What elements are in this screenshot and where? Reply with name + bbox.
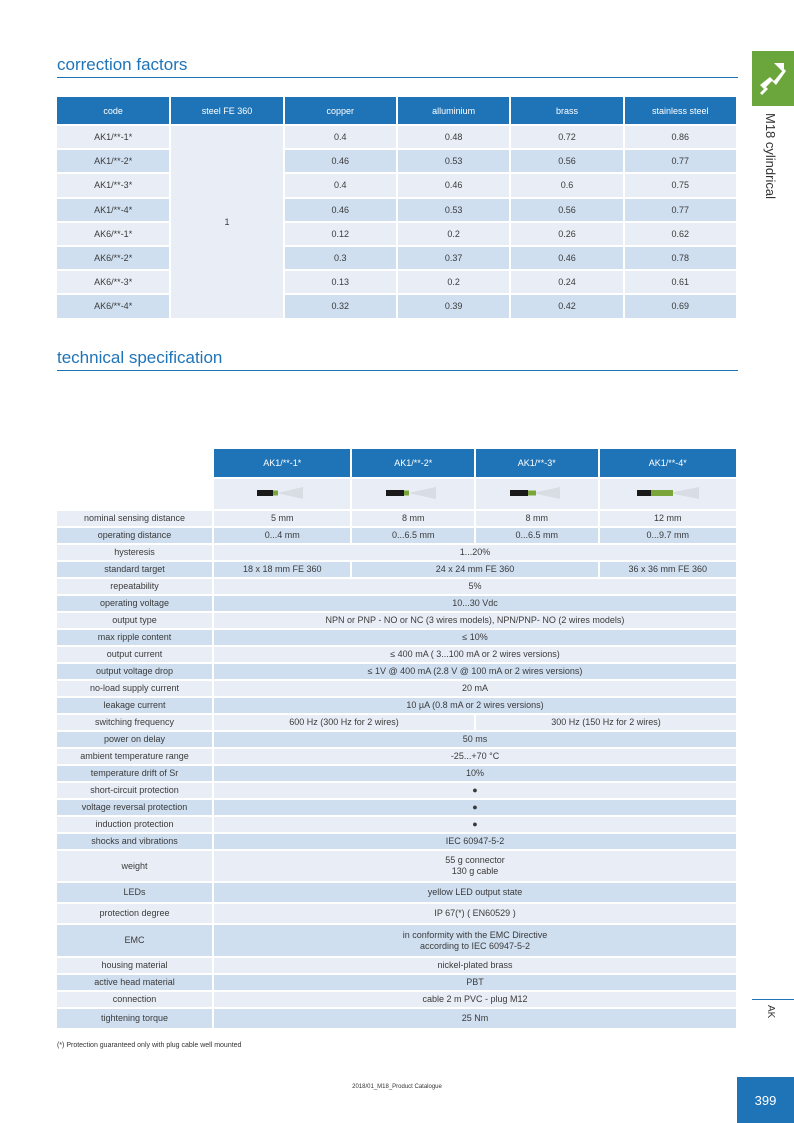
code-cell: AK6/**-2*	[57, 247, 169, 269]
col-header-stainless: stainless steel	[625, 97, 736, 124]
brass-cell: 0.46	[511, 247, 622, 269]
spec-label: output type	[57, 613, 212, 628]
copper-cell: 0.4	[285, 174, 396, 196]
sensor-image-row	[57, 479, 736, 509]
stainless-cell: 0.78	[625, 247, 736, 269]
col-header-copper: copper	[285, 97, 396, 124]
spec-row-frequency	[57, 715, 736, 730]
alluminium-cell: 0.53	[398, 199, 509, 221]
spec-label: hysteresis	[57, 545, 212, 560]
spec-value: ≤ 1V @ 400 mA (2.8 V @ 100 mA or 2 wires versions)	[214, 664, 736, 679]
spec-label: weight	[57, 851, 212, 881]
blank-header	[57, 449, 212, 477]
spec-row-hysteresis	[57, 545, 736, 560]
code-cell: AK1/**-3*	[57, 174, 169, 196]
sensor-image-cell	[476, 479, 598, 509]
spec-value: PBT	[214, 975, 736, 990]
model-header-2: AK1/**-2*	[352, 449, 474, 477]
category-logo	[752, 51, 794, 106]
model-header-4: AK1/**-4*	[600, 449, 736, 477]
stainless-cell: 0.69	[625, 295, 736, 317]
spec-row-repeatability	[57, 579, 736, 594]
spec-label: shocks and vibrations	[57, 834, 212, 849]
table-header-row	[57, 97, 736, 124]
stainless-cell: 0.86	[625, 126, 736, 148]
blank-label	[57, 479, 212, 509]
spec-row-nominal	[57, 511, 736, 526]
code-cell: AK6/**-3*	[57, 271, 169, 293]
spec-value: 5 mm	[214, 511, 350, 526]
brass-cell: 0.26	[511, 223, 622, 245]
stainless-cell: 0.61	[625, 271, 736, 293]
model-header-3: AK1/**-3*	[476, 449, 598, 477]
code-cell: AK1/**-4*	[57, 199, 169, 221]
footnote: (*) Protection guaranteed only with plug cable well mounted	[57, 1042, 242, 1049]
spec-row-induction	[57, 817, 736, 832]
spec-value: 20 mA	[214, 681, 736, 696]
spec-row-reversal	[57, 800, 736, 815]
spec-row-leds	[57, 883, 736, 902]
alluminium-cell: 0.39	[398, 295, 509, 317]
spec-value: 0...4 mm	[214, 528, 350, 543]
spec-value: ≤ 10%	[214, 630, 736, 645]
table-row	[57, 199, 736, 221]
brass-cell: 0.42	[511, 295, 622, 317]
copper-cell: 0.46	[285, 150, 396, 172]
brass-cell: 0.56	[511, 150, 622, 172]
weight-line: 55 g connector	[445, 855, 505, 865]
spec-value: 5%	[214, 579, 736, 594]
spec-value: 36 x 36 mm FE 360	[600, 562, 736, 577]
spec-value: nickel-plated brass	[214, 958, 736, 973]
side-section-label	[760, 113, 780, 223]
spec-label: temperature drift of Sr	[57, 766, 212, 781]
brass-cell: 0.24	[511, 271, 622, 293]
spec-label: max ripple content	[57, 630, 212, 645]
spec-label: standard target	[57, 562, 212, 577]
copper-cell: 0.32	[285, 295, 396, 317]
alluminium-cell: 0.2	[398, 271, 509, 293]
table-row	[57, 247, 736, 269]
code-cell: AK1/**-1*	[57, 126, 169, 148]
spec-label: EMC	[57, 925, 212, 956]
spec-value: 50 ms	[214, 732, 736, 747]
col-header-brass: brass	[511, 97, 622, 124]
side-tag	[764, 1005, 780, 1025]
model-header-1: AK1/**-1*	[214, 449, 350, 477]
brass-cell: 0.72	[511, 126, 622, 148]
spec-row-voltage-drop	[57, 664, 736, 679]
spec-row-short-circuit	[57, 783, 736, 798]
spec-label: operating distance	[57, 528, 212, 543]
spec-row-target	[57, 562, 736, 577]
spec-label: tightening torque	[57, 1009, 212, 1028]
sensor-beam-icon	[378, 486, 448, 500]
spec-row-housing	[57, 958, 736, 973]
spec-row-temperature	[57, 749, 736, 764]
spec-row-delay	[57, 732, 736, 747]
spec-value: 300 Hz (150 Hz for 2 wires)	[476, 715, 736, 730]
spec-label: operating voltage	[57, 596, 212, 611]
spec-row-noload	[57, 681, 736, 696]
spec-row-connection	[57, 992, 736, 1007]
spec-value	[214, 925, 736, 956]
bullet-icon: ●	[214, 800, 736, 815]
spec-header-row	[57, 449, 736, 477]
spec-label: voltage reversal protection	[57, 800, 212, 815]
code-cell: AK6/**-4*	[57, 295, 169, 317]
side-tag-text: AK	[765, 1005, 776, 1019]
spec-value: 0...6.5 mm	[352, 528, 474, 543]
spec-label: active head material	[57, 975, 212, 990]
spec-value: 8 mm	[352, 511, 474, 526]
spec-label: protection degree	[57, 904, 212, 923]
spec-row-voltage	[57, 596, 736, 611]
spec-value: yellow LED output state	[214, 883, 736, 902]
brass-cell: 0.6	[511, 174, 622, 196]
section-rule	[57, 77, 738, 78]
spec-label: nominal sensing distance	[57, 511, 212, 526]
spec-row-protection	[57, 904, 736, 923]
bullet-icon: ●	[214, 783, 736, 798]
sensor-brand-icon	[752, 51, 794, 106]
spec-row-head	[57, 975, 736, 990]
spec-value: 10 µA (0.8 mA or 2 wires versions)	[214, 698, 736, 713]
alluminium-cell: 0.53	[398, 150, 509, 172]
spec-row-leakage	[57, 698, 736, 713]
table-row	[57, 295, 736, 317]
spec-value: 24 x 24 mm FE 360	[352, 562, 597, 577]
spec-value: 10...30 Vdc	[214, 596, 736, 611]
stainless-cell: 0.77	[625, 150, 736, 172]
sensor-beam-icon	[247, 486, 317, 500]
spec-label: output current	[57, 647, 212, 662]
copper-cell: 0.46	[285, 199, 396, 221]
technical-specification-title: technical specification	[57, 348, 223, 367]
spec-row-drift	[57, 766, 736, 781]
code-cell: AK6/**-1*	[57, 223, 169, 245]
side-rule	[752, 999, 794, 1000]
sensor-image-cell	[600, 479, 736, 509]
spec-label: power on delay	[57, 732, 212, 747]
copper-cell: 0.13	[285, 271, 396, 293]
sensor-beam-icon	[502, 486, 572, 500]
spec-value: 1...20%	[214, 545, 736, 560]
sensor-image-cell	[214, 479, 350, 509]
spec-row-shocks	[57, 834, 736, 849]
spec-row-torque	[57, 1009, 736, 1028]
spec-value: 10%	[214, 766, 736, 781]
bullet-icon: ●	[214, 817, 736, 832]
table-row	[57, 126, 736, 148]
spec-value: 0...9.7 mm	[600, 528, 736, 543]
spec-value: 8 mm	[476, 511, 598, 526]
alluminium-cell: 0.48	[398, 126, 509, 148]
spec-label: output voltage drop	[57, 664, 212, 679]
copper-cell: 0.12	[285, 223, 396, 245]
table-row	[57, 150, 736, 172]
col-header-code: code	[57, 97, 169, 124]
spec-label: repeatability	[57, 579, 212, 594]
footer-catalogue: 2018/01_M18_Product Catalogue	[352, 1084, 442, 1090]
correction-factors-title: correction factors	[57, 55, 188, 74]
spec-label: short-circuit protection	[57, 783, 212, 798]
stainless-cell: 0.77	[625, 199, 736, 221]
spec-value: ≤ 400 mA ( 3...100 mA or 2 wires versions)	[214, 647, 736, 662]
spec-label: switching frequency	[57, 715, 212, 730]
side-section-text: M18 cylindrical	[763, 113, 778, 199]
stainless-cell: 0.75	[625, 174, 736, 196]
spec-row-weight	[57, 851, 736, 881]
weight-line: 130 g cable	[451, 866, 499, 876]
steel-merged-cell: 1	[171, 126, 282, 318]
sensor-image-cell	[352, 479, 474, 509]
spec-row-output-type	[57, 613, 736, 628]
spec-label: leakage current	[57, 698, 212, 713]
spec-row-emc	[57, 925, 736, 956]
spec-label: ambient temperature range	[57, 749, 212, 764]
spec-label: no-load supply current	[57, 681, 212, 696]
spec-label: connection	[57, 992, 212, 1007]
alluminium-cell: 0.46	[398, 174, 509, 196]
table-row	[57, 174, 736, 196]
col-header-alluminium: alluminium	[398, 97, 509, 124]
correction-factors-table	[55, 95, 738, 320]
sensor-beam-icon	[633, 486, 703, 500]
code-cell: AK1/**-2*	[57, 150, 169, 172]
page-number: 399	[737, 1077, 794, 1123]
spec-label: housing material	[57, 958, 212, 973]
spec-value: -25...+70 °C	[214, 749, 736, 764]
emc-line: according to IEC 60947-5-2	[419, 940, 531, 951]
emc-line: in conformity with the EMC Directive	[402, 929, 548, 940]
col-header-steel: steel FE 360	[171, 97, 282, 124]
spec-row-output-current	[57, 647, 736, 662]
spec-value: cable 2 m PVC - plug M12	[214, 992, 736, 1007]
spec-value: 12 mm	[600, 511, 736, 526]
spec-value	[214, 851, 736, 881]
stainless-cell: 0.62	[625, 223, 736, 245]
technical-specification-table	[55, 447, 738, 1030]
spec-row-operating	[57, 528, 736, 543]
section-rule	[57, 370, 738, 371]
spec-value: 0...6.5 mm	[476, 528, 598, 543]
spec-value: IP 67(*) ( EN60529 )	[214, 904, 736, 923]
copper-cell: 0.3	[285, 247, 396, 269]
spec-value: IEC 60947-5-2	[214, 834, 736, 849]
spec-row-ripple	[57, 630, 736, 645]
spec-value: NPN or PNP - NO or NC (3 wires models), NPN/PNP- NO (2 wires models)	[214, 613, 736, 628]
alluminium-cell: 0.2	[398, 223, 509, 245]
alluminium-cell: 0.37	[398, 247, 509, 269]
spec-value: 18 x 18 mm FE 360	[214, 562, 350, 577]
spec-value: 25 Nm	[214, 1009, 736, 1028]
brass-cell: 0.56	[511, 199, 622, 221]
table-row	[57, 271, 736, 293]
table-row	[57, 223, 736, 245]
spec-value: 600 Hz (300 Hz for 2 wires)	[214, 715, 474, 730]
spec-label: induction protection	[57, 817, 212, 832]
spec-label: LEDs	[57, 883, 212, 902]
copper-cell: 0.4	[285, 126, 396, 148]
